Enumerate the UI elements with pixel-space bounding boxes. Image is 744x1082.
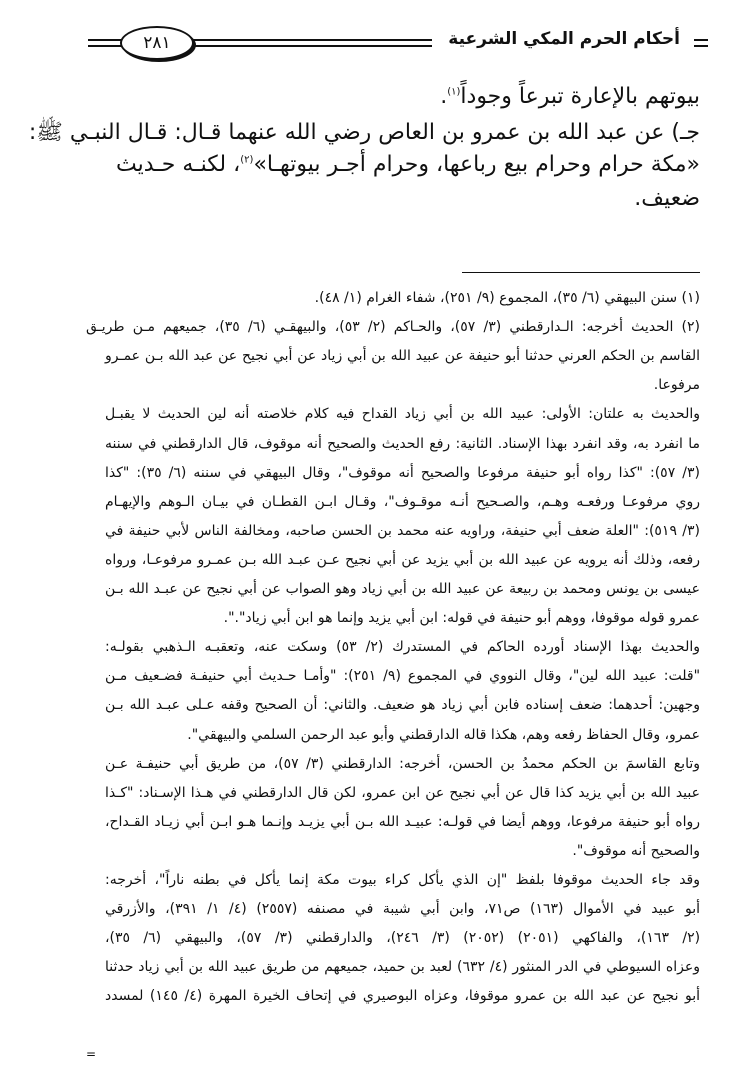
footnote-line xyxy=(86,290,700,306)
footnote-line xyxy=(105,814,700,830)
footnote-line xyxy=(105,727,700,743)
footnote-line xyxy=(105,639,700,655)
footnote-line xyxy=(105,523,700,539)
line-text: عمرو قوله موقوفا، ووهم أبو حنيفة في قوله: ابن أبي يزيد وإنما هو ابن أبي زياد".". xyxy=(223,610,700,627)
line-text: عمرو، وقال الحفاظ رفعه وهم، هكذا قاله الدارقطني وأبو عبد الرحمن السلمي والبيهقي". xyxy=(187,726,700,743)
header-rule-middle xyxy=(192,39,432,47)
line-text: أبو نجيح عن عبد الله بن عمرو موقوفا، وعزاه البوصيري في إتحاف الخيرة المهرة (٤/ ١٤٥) لمسدد xyxy=(105,988,701,1005)
main-text-line xyxy=(116,186,700,211)
footnote-line xyxy=(105,406,700,422)
line-text: بيوتهم بالإعارة تبرعاً وجوداً xyxy=(460,84,700,109)
line-text: عيسى بن يونس ومحمد بن ربيعة عن عبيد الله بن أبي زياد وهو الصواب عن أبي نجيح عن عبـد الله بـن xyxy=(105,581,700,597)
line-text: والحديث بهذا الإسناد أورده الحاكم في المستدرك (٢/ ٥٣) وسكت عنه، وتعقبـه الـذهبي بقولـه: xyxy=(105,639,701,656)
footnote-line xyxy=(105,668,700,684)
footnote-line xyxy=(105,988,700,1004)
line-text: أبو عبيد في الأموال (١٦٣) ص٧١، وابن أبي شيبة في مصنفه (٢٥٥٧) (٤/ ١/ ٣٩١)، والأزرقي xyxy=(105,901,701,918)
footnote-line xyxy=(105,581,700,597)
footnote-line xyxy=(105,494,700,510)
line-text: وجهين: أحدهما: ضعف إسناده فابن أبي زياد هو ضعيف. والثاني: أن الصحيح وقفه عـلى عبـد الله بـن xyxy=(105,697,700,714)
footnote-line xyxy=(105,901,700,917)
footnote-line xyxy=(105,756,700,772)
line-text: روي مرفوعـا ورفعـه وهـم، والصـحيح أنـه موقـوف"، وقـال ابـن القطـان في بيـان الـوهم والإيهـام xyxy=(105,493,700,510)
header-rule-right xyxy=(694,39,708,47)
line-text: جـ) عن عبد الله بن عمرو بن العاص رضي الله عنهما قـال: قـال النبـي ﷺ: xyxy=(28,120,700,145)
footnote-line xyxy=(105,465,700,481)
footnote-line xyxy=(105,697,700,713)
footnote-line xyxy=(105,377,700,393)
footnote-line xyxy=(105,436,700,452)
line-text: (٣/ ٥٧): "كذا رواه أبو حنيفة مرفوعا والصحيح أنه موقوف"، وقال البيهقي في سننه (٦/ ٣٥): "كذا xyxy=(105,464,700,481)
footnote-line xyxy=(105,930,700,946)
main-text-line xyxy=(28,118,700,150)
line-text: عبيد الله بن أبي يزيد كذا قال عن أبي نجيح عن ابن عمرو، لكن قال الدارقطني في هـذا الإسـناد: "كـذا xyxy=(105,784,700,801)
footnote-line xyxy=(105,959,700,975)
footnote-line xyxy=(105,552,700,568)
line-text-tail: ، لكنـه حـديث xyxy=(116,152,241,177)
footnote-separator xyxy=(462,272,700,273)
footnote-line xyxy=(105,785,700,801)
page-number: ٢٨١ xyxy=(120,26,194,60)
line-text: القاسم بن الحكم العرني حدثنا أبو حنيفة عن عبيد الله بن أبي زياد عن أبي نجيح عن عبد الله بـن عمـرو xyxy=(105,348,700,365)
line-text: وقد جاء الحديث موقوفا بلفظ "إن الذي يأكل كراء بيوت مكة إنما يأكل في بطنه ناراً"، أخرجه: xyxy=(105,872,700,888)
footnote-line xyxy=(105,843,700,859)
line-text: (٣/ ٥١٩): "العلة ضعف أبي حنيفة، وراويه عنه محمد بن الحسن صاحبه، ومخالفة الناس لأبي حنيفة في xyxy=(105,522,700,539)
line-text: وتابع القاسمَ بن الحكم محمدُ بن الحسن، أخرجه: الدارقطني (٣/ ٥٧)، من طريق أبي حنيفـة عـن xyxy=(105,755,700,772)
continuation-mark: = xyxy=(86,1047,97,1061)
footnote-line xyxy=(86,319,700,335)
footnote-line xyxy=(105,610,700,626)
header-title: أحكام الحرم المكي الشرعية xyxy=(448,29,680,49)
line-text: رواه أبو حنيفة مرفوعا، ووهم أيضا في قولـه: عبيـد الله بـن أبي يزيـد وإنـما هـو ابـن أبي زيـاد القـداح، xyxy=(105,813,700,830)
line-text: "قلت: عبيد الله لين"، وقال النووي في المجموع (٩/ ٢٥١): "وأمـا حـديث أبي حنيفـة فضـعيف مـن xyxy=(105,668,701,685)
main-text-line xyxy=(116,84,700,109)
footnote-line xyxy=(105,348,700,364)
header-rule-left xyxy=(88,39,124,47)
line-text: (١) سنن البيهقي (٦/ ٣٥)، المجموع (٩/ ٢٥١)، شفاء الغرام (١/ ٤٨). xyxy=(314,290,700,306)
main-text-line xyxy=(116,152,700,177)
line-text: ما انفرد به، وقد انفرد بهذا الإسناد. الثانية: رفع الحديث والصحيح أنه موقوف، قال الدارقطني في سننه xyxy=(105,435,700,452)
footnote-ref: (٢) xyxy=(240,154,254,166)
footnote-ref: (١) xyxy=(447,86,461,98)
line-text: وعزاه السيوطي في الدر المنثور (٤/ ٦٣٢) لعبد بن حميد، جميعهم من طريق عبيد الله بن أبي زياد حدثنا xyxy=(105,959,700,976)
footnote-line xyxy=(105,872,700,888)
line-text: ضعيف. xyxy=(634,186,700,211)
line-text: رفعه، وذلك أنه يرويه عن عبيد الله بن أبي يزيد عن أبي نجيح عـن عبـد الله بـن عمـرو مرفوعـا، ورواه xyxy=(105,551,700,568)
line-text-tail: . xyxy=(440,84,448,109)
line-text: والصحيح أنه موقوف". xyxy=(572,842,700,859)
line-text: مرفوعا. xyxy=(653,377,700,394)
line-text: «مكة حرام وحرام بيع رباعها، وحرام أجـر بيوتهـا» xyxy=(253,152,700,177)
line-text: (٢/ ١٦٣)، والفاكهي (٢٠٥١) (٢٠٥٢) (٣/ ٢٤٦)، والدارقطني (٣/ ٥٧)، والبيهقي (٦/ ٣٥)، xyxy=(105,930,701,947)
line-text: والحديث به علتان: الأولى: عبيد الله بن أبي زياد القداح فيه كلام خلاصته أنه لين الحديث لا يقبـل xyxy=(105,406,700,423)
running-header xyxy=(88,22,708,62)
line-text: (٢) الحديث أخرجه: الـدارقطني (٣/ ٥٧)، والحـاكم (٢/ ٥٣)، والبيهقـي (٦/ ٣٥)، جميعهم مـن طريـق xyxy=(86,319,700,336)
